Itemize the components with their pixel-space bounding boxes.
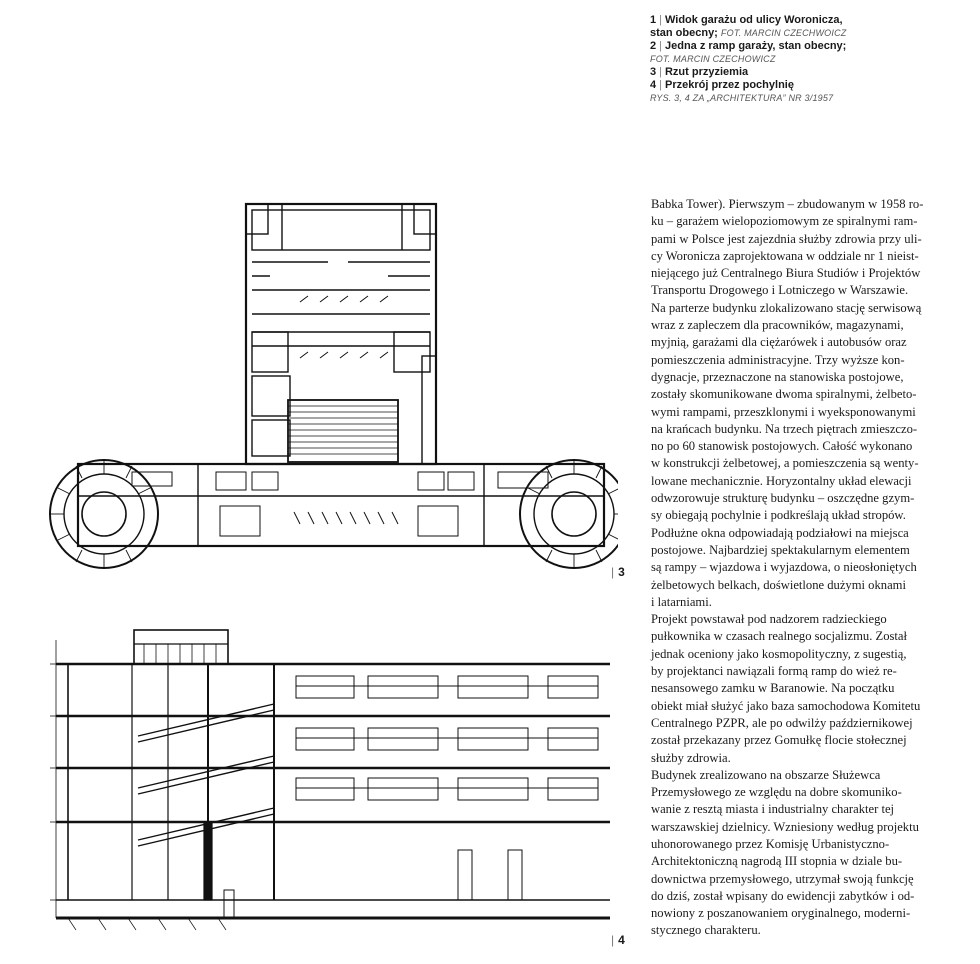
- body-line: sy obiegają pochylnie i podkreślają układ stropów.: [651, 508, 906, 523]
- body-line: pułkownika w czasach realnego socjalizmu. Został: [651, 629, 907, 644]
- body-line: ku – garażem wielopoziomowym ze spiralnymi ram-: [651, 214, 918, 229]
- ramp-section-drawing: [38, 600, 618, 950]
- caption-number: 4: [650, 79, 657, 91]
- caption-3: 3 | Rzut przyziemia: [650, 66, 749, 78]
- caption-title: Przekrój przez pochylnię: [664, 79, 794, 91]
- caption-title-cont: stan obecny;: [650, 27, 718, 39]
- body-line: zostały skomunikowane dwoma spiralnymi, żelbeto-: [651, 387, 917, 402]
- caption-credit: RYS. 3, 4 ZA „ARCHITEKTURA” NR 3/1957: [650, 93, 834, 103]
- body-line: wanie z resztą miasta i industrialny charakter tej: [651, 802, 895, 817]
- body-line: Na parterze budynku zlokalizowano stację serwisową: [651, 300, 922, 315]
- article-body: [651, 196, 951, 940]
- figure-4-label: | 4: [611, 933, 625, 947]
- body-line: nowiony z poszanowaniem oryginalnego, moderni-: [651, 906, 911, 921]
- body-line: Centralnego PZPR, ale po odwilży październikowej: [651, 715, 913, 730]
- caption-number: 2: [650, 40, 657, 52]
- body-line: i latarniami.: [651, 594, 712, 609]
- body-line: warszawskiej dzielnicy. Wzniesiony według projektu: [651, 819, 919, 834]
- caption-2: 2 | Jedna z ramp garaży, stan obecny; FOT. MARCIN CZECHOWICZ: [650, 40, 970, 66]
- body-line: Babka Tower). Pierwszym – zbudowanym w 1958 ro-: [651, 197, 924, 211]
- body-line: pami w Polsce jest zajezdnia służby zdrowia przy uli-: [651, 231, 922, 246]
- body-line: wymi rampami, przeszklonymi i wyeksponowanymi: [651, 404, 916, 419]
- body-line: Architektoniczną nagrodą III stopnia w dziale bu-: [651, 854, 903, 869]
- body-line: na krańcach budynku. Na trzech piętrach zmieszczo-: [651, 421, 918, 436]
- caption-number: 1: [650, 14, 657, 26]
- body-line: obiekt miał służyć jako baza samochodowa Komitetu: [651, 698, 921, 713]
- caption-title: Jedna z ramp garaży, stan obecny;: [664, 40, 847, 52]
- body-line: odwzorowuje strukturę budynku – oszczędne gzym-: [651, 491, 915, 506]
- body-line: niejącego już Centralnego Biura Studiów i Projektów: [651, 266, 921, 281]
- body-line: do dziś, został wpisany do ewidencji zabytków i od-: [651, 888, 915, 903]
- caption-number: 3: [650, 66, 657, 78]
- body-line: Podłużne okna odpowiadają podziałowi na miejsca: [651, 525, 909, 540]
- body-line: by projektanci nawiązali formą ramp do wież re-: [651, 664, 897, 679]
- body-line: nesansowego zamku w Baranowie. Na początku: [651, 681, 895, 696]
- body-line: dygnacje, przeznaczone na stanowiska postojowe,: [651, 369, 904, 384]
- caption-credit: FOT. MARCIN CZECHWOICZ: [720, 28, 847, 38]
- body-line: no po 60 stanowisk postojowych. Całość wykonano: [651, 439, 913, 454]
- body-line: postojowe. Najbardziej spektakularnym elementem: [651, 542, 910, 557]
- body-line: są rampy – wjazdowa i wyjazdowa, o nieosłoniętych: [651, 560, 917, 575]
- body-line: Budynek zrealizowano na obszarze Służewca: [651, 767, 881, 782]
- caption-title: Widok garażu od ulicy Woronicza,: [664, 14, 843, 26]
- ground-floor-plan-drawing: [38, 196, 618, 572]
- body-line: stycznego charakteru.: [651, 923, 761, 938]
- figure-4-number: 4: [618, 933, 625, 947]
- body-line: jednak oceniony jako kosmopolityczny, z sugestią,: [651, 646, 907, 661]
- caption-credit: FOT. MARCIN CZECHOWICZ: [650, 54, 776, 64]
- body-line: służby zdrowia.: [651, 750, 731, 765]
- body-line: w konstrukcji żelbetowej, a pomieszczenia są wenty-: [651, 456, 919, 471]
- body-line: myjnią, garażami dla ciężarówek i autobusów oraz: [651, 335, 907, 350]
- figure-3-number: 3: [618, 565, 625, 579]
- caption-1: 1 | Widok garażu od ulicy Woronicza, stan obecny; FOT. MARCIN CZECHWOICZ: [650, 14, 847, 39]
- body-line: cy Woronicza zaprojektowana w oddziale nr 1 nieist-: [651, 248, 919, 263]
- figure-3-label: | 3: [611, 565, 625, 579]
- body-line: został przekazany przez Gomułkę flocie stołecznej: [651, 733, 907, 748]
- body-line: uhonorowanego przez Komisję Urbanistyczno-: [651, 836, 890, 851]
- body-line: downictwa przemysłowego, utrzymał swoją funkcję: [651, 871, 914, 886]
- body-line: pomieszczenia administracyjne. Trzy wyższe kon-: [651, 352, 905, 367]
- body-line: lowane mechanicznie. Horyzontalny układ elewacji: [651, 473, 912, 488]
- body-line: żelbetowych belkach, doświetlone dużymi oknami: [651, 577, 906, 592]
- body-line: Transportu Drogowego i Lotniczego w Warszawie.: [651, 283, 909, 298]
- body-line: wraz z zapleczem dla pracowników, magazynami,: [651, 318, 904, 333]
- caption-title: Rzut przyziemia: [664, 66, 749, 78]
- caption-4: 4 | Przekrój przez pochylnię RYS. 3, 4 ZA „ARCHITEKTURA” NR 3/1957: [650, 79, 970, 105]
- body-line: Przemysłowego ze względu na dobre skomuniko-: [651, 785, 902, 800]
- body-line: Projekt powstawał pod nadzorem radzieckiego: [651, 612, 887, 627]
- figure-captions: [650, 14, 970, 105]
